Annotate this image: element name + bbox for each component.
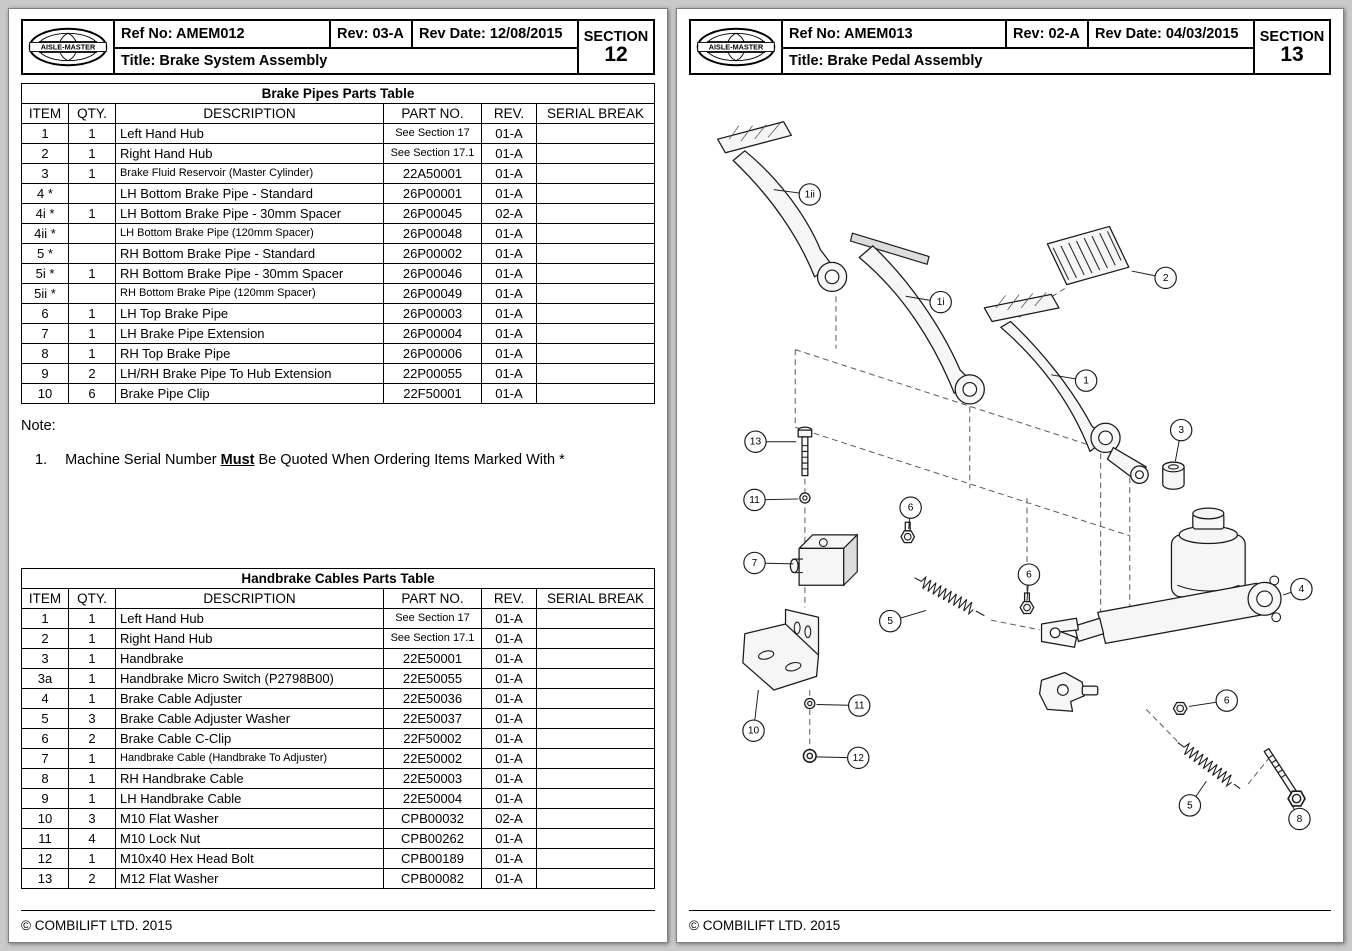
table-cell: 22F50001 <box>384 384 482 404</box>
table-cell: LH Handbrake Cable <box>116 789 384 809</box>
svg-text:6: 6 <box>1223 695 1230 707</box>
table-row <box>22 344 655 364</box>
hex-bolt-13 <box>798 427 812 475</box>
svg-text:1i: 1i <box>936 297 945 309</box>
table-cell: 1 <box>69 789 116 809</box>
svg-text:5: 5 <box>887 616 894 628</box>
bushing <box>1163 462 1184 489</box>
table-cell: 6 <box>69 384 116 404</box>
table-row <box>22 364 655 384</box>
table-cell: 22E50001 <box>384 649 482 669</box>
table-cell: LH/RH Brake Pipe To Hub Extension <box>116 364 384 384</box>
table-cell <box>537 144 655 164</box>
page-title: Title: Brake Pedal Assembly <box>781 47 1253 73</box>
callout-6 <box>1189 690 1237 711</box>
table-cell: 1 <box>69 164 116 184</box>
callout-13 <box>745 431 796 452</box>
table-cell: 01-A <box>482 669 537 689</box>
table-cell: 1 <box>69 144 116 164</box>
table-cell: 1 <box>69 344 116 364</box>
table-cell: 26P00048 <box>384 224 482 244</box>
table-cell: 01-A <box>482 729 537 749</box>
table-cell: CPB00082 <box>384 869 482 889</box>
table-cell: 01-A <box>482 344 537 364</box>
table-cell: 3 <box>22 164 69 184</box>
table-row <box>22 609 655 629</box>
table-cell: 5 * <box>22 244 69 264</box>
callout-5 <box>1179 781 1206 816</box>
table-cell: 01-A <box>482 384 537 404</box>
table-cell: 26P00006 <box>384 344 482 364</box>
table-cell: 10 <box>22 809 69 829</box>
table-cell: 22E50037 <box>384 709 482 729</box>
table-cell: 22E50055 <box>384 669 482 689</box>
table-cell: M10x40 Hex Head Bolt <box>116 849 384 869</box>
svg-text:7: 7 <box>751 557 758 569</box>
table-cell <box>537 869 655 889</box>
svg-text:13: 13 <box>749 436 762 448</box>
table-cell: 5ii * <box>22 284 69 304</box>
table-cell: 1 <box>69 324 116 344</box>
note-label: Note: <box>21 418 56 434</box>
table-cell: 01-A <box>482 124 537 144</box>
svg-text:4: 4 <box>1298 584 1305 596</box>
table-row <box>22 749 655 769</box>
table-cell: 8 <box>22 344 69 364</box>
copyright-footer: © COMBILIFT LTD. 2015 <box>21 910 655 933</box>
logo-text: AISLE-MASTER <box>708 42 764 52</box>
logo <box>23 21 113 73</box>
table-cell <box>537 769 655 789</box>
aisle-master-logo-icon <box>27 25 109 69</box>
table-header-row: ITEM QTY. DESCRIPTION PART NO. REV. SERIAL BREAK <box>22 589 655 609</box>
ref-no: Ref No: AMEM013 <box>781 21 1005 47</box>
table-cell <box>69 184 116 204</box>
table-cell: 2 <box>22 144 69 164</box>
master-cylinder <box>1042 508 1282 647</box>
callout-7 <box>744 552 793 573</box>
table-header-row: ITEM QTY. DESCRIPTION PART NO. REV. SERIAL BREAK <box>22 104 655 124</box>
svg-text:10: 10 <box>747 725 760 737</box>
table-cell: 01-A <box>482 609 537 629</box>
table-cell <box>537 669 655 689</box>
table-cell: Brake Cable C-Clip <box>116 729 384 749</box>
table-cell <box>537 244 655 264</box>
table-cell <box>537 164 655 184</box>
table-row <box>22 769 655 789</box>
section-number: 12 <box>604 43 628 66</box>
table-cell: 12 <box>22 849 69 869</box>
table-cell <box>537 829 655 849</box>
table-cell: LH Brake Pipe Extension <box>116 324 384 344</box>
table-cell: 01-A <box>482 224 537 244</box>
table-title-row: Brake Pipes Parts Table <box>22 84 655 104</box>
table-row <box>22 144 655 164</box>
table-cell: 6 <box>22 729 69 749</box>
table-row <box>22 184 655 204</box>
callout-10 <box>743 690 764 741</box>
pedal-left <box>718 122 847 292</box>
svg-text:1ii: 1ii <box>804 189 815 201</box>
table-cell <box>537 609 655 629</box>
table-cell: 1 <box>69 769 116 789</box>
table-row <box>22 284 655 304</box>
rev: Rev: 02-A <box>1005 21 1087 47</box>
table-cell: 26P00001 <box>384 184 482 204</box>
table-row <box>22 224 655 244</box>
table-cell: 1 <box>69 304 116 324</box>
lock-nut-6a <box>901 522 915 542</box>
table-cell: M10 Lock Nut <box>116 829 384 849</box>
spring-lower <box>1174 738 1243 793</box>
table-cell: RH Bottom Brake Pipe (120mm Spacer) <box>116 284 384 304</box>
table-cell <box>537 324 655 344</box>
spring-upper <box>912 573 987 621</box>
table-cell: 1 <box>69 609 116 629</box>
table-cell: 01-A <box>482 284 537 304</box>
washer-12 <box>803 750 816 763</box>
table-cell: 02-A <box>482 809 537 829</box>
page-left <box>8 8 668 943</box>
note-number: 1. <box>35 452 48 468</box>
note-text-post: Be Quoted When Ordering Items Marked With * <box>254 452 565 468</box>
table-cell: 3 <box>69 809 116 829</box>
table-cell <box>537 344 655 364</box>
table-cell: 1 <box>69 629 116 649</box>
table-row <box>22 669 655 689</box>
page-right <box>676 8 1344 943</box>
table-cell: 01-A <box>482 849 537 869</box>
table-cell: 22E50036 <box>384 689 482 709</box>
table-cell <box>537 629 655 649</box>
table-cell: 6 <box>22 304 69 324</box>
table-cell <box>537 124 655 144</box>
table-row <box>22 709 655 729</box>
page-right-header <box>689 19 1331 75</box>
table-cell: 4 <box>22 689 69 709</box>
table-cell: 5 <box>22 709 69 729</box>
table-cell: Left Hand Hub <box>116 609 384 629</box>
handbrake-cables-parts-table <box>21 568 655 889</box>
table-cell: 26P00045 <box>384 204 482 224</box>
svg-text:1: 1 <box>1083 375 1089 387</box>
table-row <box>22 869 655 889</box>
table-cell: RH Bottom Brake Pipe - Standard <box>116 244 384 264</box>
table-cell <box>537 809 655 829</box>
table-cell: RH Top Brake Pipe <box>116 344 384 364</box>
table-cell <box>537 749 655 769</box>
table-cell: 7 <box>22 749 69 769</box>
table-cell: 4 * <box>22 184 69 204</box>
table-cell: Brake Cable Adjuster Washer <box>116 709 384 729</box>
table-row <box>22 689 655 709</box>
callout-3 <box>1171 419 1192 461</box>
table-cell <box>537 304 655 324</box>
svg-text:11: 11 <box>853 700 865 712</box>
section-label: SECTION <box>583 29 649 45</box>
callout-2 <box>1132 267 1177 288</box>
table-cell: 22A50001 <box>384 164 482 184</box>
table-cell: 9 <box>22 364 69 384</box>
table-cell: 1 <box>69 204 116 224</box>
table-cell: 01-A <box>482 144 537 164</box>
table-cell: Left Hand Hub <box>116 124 384 144</box>
table-cell: 01-A <box>482 184 537 204</box>
table-cell: 01-A <box>482 689 537 709</box>
callout-4 <box>1283 578 1312 599</box>
table-cell: 1 <box>69 649 116 669</box>
table-cell: 01-A <box>482 649 537 669</box>
svg-text:6: 6 <box>907 502 914 514</box>
table-cell <box>69 284 116 304</box>
table-cell: 01-A <box>482 364 537 384</box>
table-row <box>22 849 655 869</box>
callout-5 <box>880 610 927 631</box>
table-cell: See Section 17.1 <box>384 144 482 164</box>
table-cell: 01-A <box>482 244 537 264</box>
table-cell: 4i * <box>22 204 69 224</box>
lock-nut-6c <box>1173 702 1187 714</box>
table-row <box>22 204 655 224</box>
mounting-bracket <box>743 609 819 689</box>
svg-text:3: 3 <box>1178 425 1185 437</box>
table-row <box>22 829 655 849</box>
table-cell: M12 Flat Washer <box>116 869 384 889</box>
table-cell: 4 <box>69 829 116 849</box>
table-cell: See Section 17 <box>384 124 482 144</box>
table-cell <box>537 649 655 669</box>
section-box <box>1253 21 1329 73</box>
table-cell: 9 <box>22 789 69 809</box>
rev: Rev: 03-A <box>329 21 411 47</box>
table-row <box>22 304 655 324</box>
table-cell: 8 <box>22 769 69 789</box>
table-row <box>22 629 655 649</box>
aisle-master-logo-icon <box>695 25 777 69</box>
table-cell: 3 <box>69 709 116 729</box>
table-cell: RH Bottom Brake Pipe - 30mm Spacer <box>116 264 384 284</box>
svg-text:8: 8 <box>1296 813 1303 825</box>
page-title: Title: Brake System Assembly <box>113 47 577 73</box>
note-item <box>35 452 655 468</box>
table-cell: 01-A <box>482 829 537 849</box>
section-box <box>577 21 653 73</box>
table-cell: LH Bottom Brake Pipe (120mm Spacer) <box>116 224 384 244</box>
table-row <box>22 244 655 264</box>
table-cell: 02-A <box>482 204 537 224</box>
table-cell: 22P00055 <box>384 364 482 384</box>
svg-text:11: 11 <box>749 494 760 506</box>
table-cell: Brake Cable Adjuster <box>116 689 384 709</box>
washer-11a <box>800 493 810 503</box>
svg-text:6: 6 <box>1026 569 1032 581</box>
table-cell: 7 <box>22 324 69 344</box>
table-cell: 1 <box>22 124 69 144</box>
table-cell: 2 <box>69 729 116 749</box>
note-text-pre: Machine Serial Number <box>65 452 221 468</box>
table-cell: LH Bottom Brake Pipe - 30mm Spacer <box>116 204 384 224</box>
rev-date: Rev Date: 12/08/2015 <box>411 21 577 47</box>
table-cell: 2 <box>22 629 69 649</box>
svg-text:5: 5 <box>1187 800 1193 812</box>
table-cell: 1 <box>69 669 116 689</box>
table-cell <box>537 709 655 729</box>
table-cell: 1 <box>69 689 116 709</box>
table-cell: See Section 17 <box>384 609 482 629</box>
table-cell <box>537 729 655 749</box>
table-row <box>22 264 655 284</box>
section-number: 13 <box>1280 43 1304 66</box>
callout-11 <box>744 489 798 510</box>
table-cell: 3 <box>22 649 69 669</box>
table-cell <box>537 204 655 224</box>
pedal-pad-detached <box>1047 226 1128 284</box>
table-cell: 01-A <box>482 324 537 344</box>
table-cell <box>537 264 655 284</box>
table-cell: 13 <box>22 869 69 889</box>
table-cell <box>537 789 655 809</box>
table-cell: 01-A <box>482 304 537 324</box>
table-cell: Right Hand Hub <box>116 144 384 164</box>
svg-text:2: 2 <box>1162 272 1169 284</box>
table-cell: 22E50003 <box>384 769 482 789</box>
table-cell: 01-A <box>482 709 537 729</box>
table-cell: 01-A <box>482 164 537 184</box>
table-cell: 01-A <box>482 769 537 789</box>
rev-date: Rev Date: 04/03/2015 <box>1087 21 1253 47</box>
table-cell: Brake Pipe Clip <box>116 384 384 404</box>
ref-no: Ref No: AMEM012 <box>113 21 329 47</box>
table-cell: 22E50002 <box>384 749 482 769</box>
table-cell: 01-A <box>482 749 537 769</box>
table-cell: Handbrake Micro Switch (P2798B00) <box>116 669 384 689</box>
table-cell: 1 <box>69 264 116 284</box>
table-cell: Right Hand Hub <box>116 629 384 649</box>
table-row <box>22 809 655 829</box>
table-cell <box>69 244 116 264</box>
logo-text: AISLE-MASTER <box>40 42 96 52</box>
table-cell <box>537 384 655 404</box>
section-label: SECTION <box>1259 29 1325 45</box>
table-cell: M10 Flat Washer <box>116 809 384 829</box>
table-cell <box>537 184 655 204</box>
washer-11b <box>805 699 815 709</box>
table-title-row: Handbrake Cables Parts Table <box>22 569 655 589</box>
table-cell: 26P00003 <box>384 304 482 324</box>
brake-pedal-exploded-diagram <box>689 81 1332 881</box>
table-cell: CPB00032 <box>384 809 482 829</box>
table-cell: 1 <box>69 124 116 144</box>
table-cell: RH Handbrake Cable <box>116 769 384 789</box>
table-cell: See Section 17.1 <box>384 629 482 649</box>
svg-text:12: 12 <box>852 752 864 764</box>
table-cell: 22F50002 <box>384 729 482 749</box>
table-cell: 4ii * <box>22 224 69 244</box>
table-cell: 26P00046 <box>384 264 482 284</box>
table-cell: LH Bottom Brake Pipe - Standard <box>116 184 384 204</box>
table-cell: 01-A <box>482 629 537 649</box>
table-cell: 1 <box>22 609 69 629</box>
table-cell <box>537 689 655 709</box>
table-cell: CPB00262 <box>384 829 482 849</box>
table-row <box>22 384 655 404</box>
table-cell <box>69 224 116 244</box>
table-cell: Brake Fluid Reservoir (Master Cylinder) <box>116 164 384 184</box>
callout-8 <box>1289 806 1310 829</box>
notes-section <box>21 418 655 468</box>
adjuster-block <box>790 535 857 585</box>
table-cell: 26P00004 <box>384 324 482 344</box>
table-cell: LH Top Brake Pipe <box>116 304 384 324</box>
brake-pipes-parts-table <box>21 83 655 404</box>
table-cell <box>537 364 655 384</box>
table-cell: CPB00189 <box>384 849 482 869</box>
table-cell <box>537 284 655 304</box>
table-row <box>22 124 655 144</box>
table-cell: 10 <box>22 384 69 404</box>
table-cell: 2 <box>69 869 116 889</box>
callout-12 <box>817 747 869 768</box>
table-cell <box>537 224 655 244</box>
note-text-bold: Must <box>220 452 255 468</box>
table-cell: 1 <box>69 749 116 769</box>
table-cell: 1 <box>69 849 116 869</box>
page-left-header <box>21 19 655 75</box>
table-row <box>22 649 655 669</box>
table-cell: Handbrake <box>116 649 384 669</box>
table-row <box>22 324 655 344</box>
copyright-footer: © COMBILIFT LTD. 2015 <box>689 910 1331 933</box>
callout-11 <box>817 695 870 716</box>
table-cell: 26P00049 <box>384 284 482 304</box>
table-cell: 11 <box>22 829 69 849</box>
table-row <box>22 729 655 749</box>
table-cell: 01-A <box>482 789 537 809</box>
table-cell: 26P00002 <box>384 244 482 264</box>
table-cell <box>537 849 655 869</box>
table-cell: 2 <box>69 364 116 384</box>
clevis-fork <box>1040 673 1098 712</box>
hex-bolt-8 <box>1264 749 1305 806</box>
table-cell: 22E50004 <box>384 789 482 809</box>
logo <box>691 21 781 73</box>
pedal-right <box>984 292 1148 483</box>
table-cell: 01-A <box>482 869 537 889</box>
table-cell: 01-A <box>482 264 537 284</box>
table-row <box>22 789 655 809</box>
table-cell: Handbrake Cable (Handbrake To Adjuster) <box>116 749 384 769</box>
table-cell: 3a <box>22 669 69 689</box>
table-row <box>22 164 655 184</box>
table-cell: 5i * <box>22 264 69 284</box>
pedal-middle <box>851 233 985 404</box>
